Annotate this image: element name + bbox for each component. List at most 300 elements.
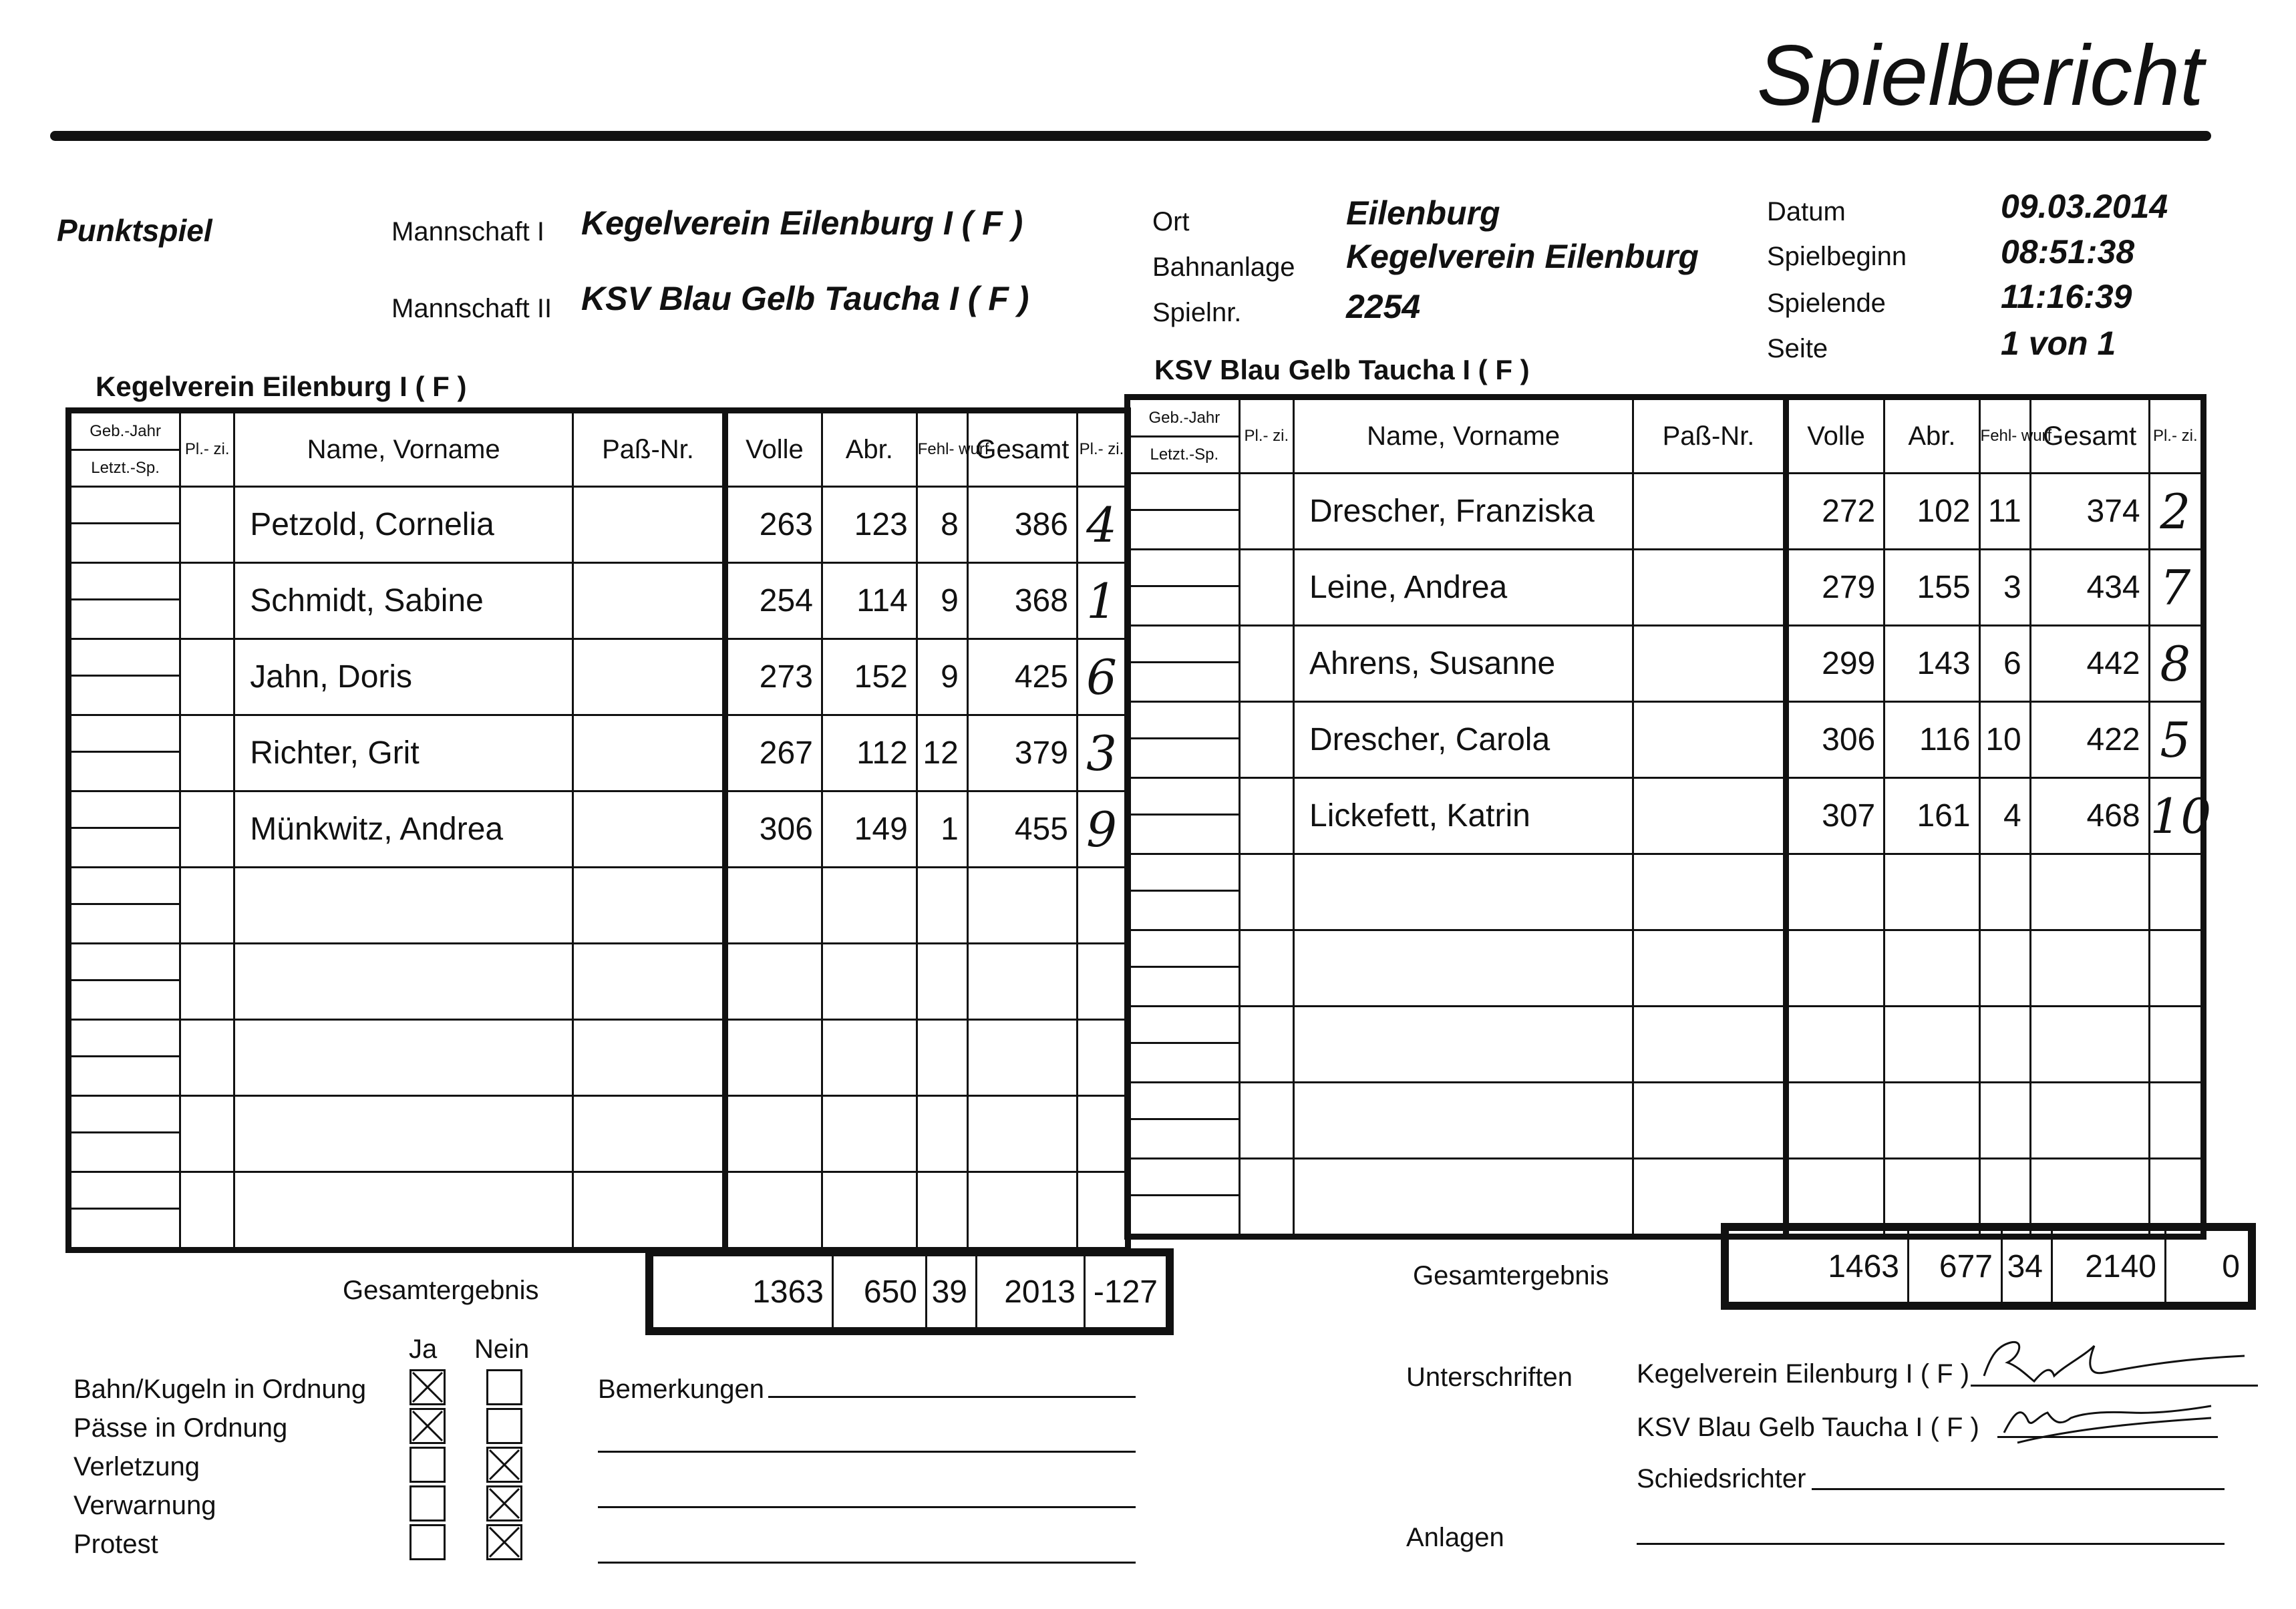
volle-cell [725, 1172, 822, 1250]
geb-jahr-slot[interactable] [1130, 1083, 1239, 1120]
platz-header: Pl.- zi. [1077, 411, 1128, 487]
geb-jahr-cell[interactable] [69, 487, 180, 563]
fehlwurf-cell: 10 [1979, 702, 2030, 778]
fehlwurf-cell [1979, 930, 2030, 1007]
gesamt-cell [2030, 1159, 2149, 1237]
volle-cell: 273 [725, 639, 822, 715]
letzt-sp-slot[interactable] [1130, 663, 1239, 698]
bemerkungen-line[interactable] [768, 1396, 1136, 1398]
platz-cell [2149, 1083, 2203, 1159]
fehlwurf-cell: 11 [1979, 474, 2030, 550]
geb-jahr-cell[interactable] [1128, 550, 1240, 626]
plzi-cell[interactable] [1239, 1007, 1293, 1083]
player-name [1294, 1083, 1633, 1159]
empty-row [1128, 854, 2204, 930]
referee-label: Schiedsrichter [1637, 1464, 1806, 1493]
plzi-cell[interactable] [180, 563, 234, 639]
letzt-sp-slot[interactable] [71, 753, 179, 787]
geb-jahr-cell[interactable] [1128, 1007, 1240, 1083]
sig-team1-label: Kegelverein Eilenburg I ( F ) [1637, 1359, 1970, 1389]
volle-cell: 254 [725, 563, 822, 639]
geb-jahr-slot[interactable] [1130, 855, 1239, 892]
empty-row [1128, 1083, 2204, 1159]
geb-jahr-slot[interactable] [71, 1021, 179, 1057]
geb-jahr-slot[interactable] [71, 640, 179, 677]
geb-jahr-cell[interactable] [1128, 626, 1240, 702]
cross-mark-icon [412, 1371, 444, 1403]
letzt-sp-slot[interactable] [1130, 1044, 1239, 1079]
volle-header: Volle [725, 411, 822, 487]
abr-cell [1884, 854, 1979, 930]
letzt-sp-header: Letzt.-Sp. [91, 458, 160, 477]
plzi-cell[interactable] [1239, 930, 1293, 1007]
letzt-sp-slot[interactable] [1130, 1120, 1239, 1155]
player-name [234, 1096, 573, 1172]
geb-jahr-cell[interactable] [69, 791, 180, 868]
geb-jahr-slot[interactable] [71, 1097, 179, 1133]
geb-jahr-slot[interactable] [71, 944, 179, 981]
abr-header: Abr. [1884, 397, 1979, 474]
seite-label: Seite [1767, 334, 1828, 363]
game-type: Punktspiel [57, 213, 212, 248]
team2-table-title: KSV Blau Gelb Taucha I ( F ) [1154, 354, 1530, 385]
checklist-label: Verwarnung [73, 1491, 216, 1520]
geb-jahr-slot[interactable] [1130, 550, 1239, 587]
geb-jahr-cell[interactable] [69, 868, 180, 944]
pass-cell[interactable] [1633, 930, 1786, 1007]
abr-cell [1884, 1007, 1979, 1083]
pass-cell[interactable] [1633, 550, 1786, 626]
checkbox-nein[interactable] [486, 1447, 522, 1483]
letzt-sp-slot[interactable] [1130, 816, 1239, 850]
bemerkungen-line[interactable] [598, 1506, 1136, 1508]
plzi-cell[interactable] [180, 639, 234, 715]
geb-jahr-cell[interactable] [1128, 702, 1240, 778]
pass-cell[interactable] [572, 639, 725, 715]
player-row [1128, 702, 2204, 778]
team1-total-gesamt: 2013 [977, 1256, 1085, 1328]
seite-value: 1 von 1 [2001, 325, 2116, 362]
player-row [1128, 626, 2204, 702]
platz-cell: 2 [2149, 474, 2203, 550]
gesamt-cell: 468 [2030, 778, 2149, 854]
platz-cell [1077, 1020, 1128, 1096]
geb-jahr-slot[interactable] [1130, 931, 1239, 968]
empty-row [69, 868, 1128, 944]
geb-letzt-header [1128, 397, 1240, 474]
letzt-sp-slot[interactable] [71, 829, 179, 864]
geb-jahr-cell[interactable] [1128, 474, 1240, 550]
plzi-header: Pl.- zi. [1239, 397, 1293, 474]
cross-mark-icon [488, 1526, 520, 1558]
plzi-cell[interactable] [1239, 854, 1293, 930]
gesamt-cell [967, 1020, 1077, 1096]
fehlwurf-cell: 6 [1979, 626, 2030, 702]
geb-jahr-cell[interactable] [69, 1020, 180, 1096]
player-name [1294, 1007, 1633, 1083]
volle-cell: 263 [725, 487, 822, 563]
empty-row [1128, 930, 2204, 1007]
letzt-sp-slot[interactable] [71, 981, 179, 1016]
letzt-sp-slot[interactable] [71, 524, 179, 559]
table-header [69, 411, 1128, 487]
empty-row [1128, 1159, 2204, 1237]
volle-cell [725, 944, 822, 1020]
team2-total-volle: 1463 [1728, 1230, 1909, 1303]
player-name: Schmidt, Sabine [234, 563, 573, 639]
plzi-cell[interactable] [180, 944, 234, 1020]
geb-jahr-header: Geb.-Jahr [71, 414, 179, 451]
letzt-sp-slot[interactable] [1130, 968, 1239, 1003]
volle-cell: 306 [725, 791, 822, 868]
page-title: Spielbericht [1757, 28, 2204, 124]
pass-header: Paß-Nr. [1633, 397, 1786, 474]
abr-cell [822, 1096, 917, 1172]
player-name: Petzold, Cornelia [234, 487, 573, 563]
plzi-cell[interactable] [1239, 778, 1293, 854]
volle-header: Volle [1786, 397, 1884, 474]
checklist-label: Verletzung [73, 1452, 200, 1481]
abr-cell [822, 1020, 917, 1096]
platz-cell: 4 [1077, 487, 1128, 563]
geb-jahr-cell[interactable] [1128, 1083, 1240, 1159]
checkbox-ja[interactable] [409, 1408, 446, 1444]
pass-cell[interactable] [1633, 1083, 1786, 1159]
letzt-sp-slot[interactable] [1130, 1196, 1239, 1231]
bemerkungen-line[interactable] [598, 1451, 1136, 1453]
fehlwurf-cell [1979, 854, 2030, 930]
player-row [69, 639, 1128, 715]
volle-cell: 267 [725, 715, 822, 791]
geb-jahr-cell[interactable] [1128, 778, 1240, 854]
letzt-sp-slot[interactable] [1130, 511, 1239, 546]
plzi-cell[interactable] [180, 487, 234, 563]
geb-jahr-slot[interactable] [71, 1173, 179, 1210]
checkbox-ja[interactable] [409, 1369, 446, 1405]
geb-jahr-cell[interactable] [69, 563, 180, 639]
player-row [69, 563, 1128, 639]
player-name [234, 1172, 573, 1250]
team2-total [1727, 1229, 2250, 1304]
platz-cell [1077, 944, 1128, 1020]
platz-cell: 5 [2149, 702, 2203, 778]
letzt-sp-slot[interactable] [1130, 587, 1239, 622]
empty-row [69, 944, 1128, 1020]
pass-cell[interactable] [572, 868, 725, 944]
player-name: Drescher, Carola [1294, 702, 1633, 778]
pass-cell[interactable] [1633, 1159, 1786, 1237]
team2-value: KSV Blau Gelb Taucha I ( F ) [581, 280, 1029, 317]
fehlwurf-cell [917, 1020, 967, 1096]
player-name [234, 944, 573, 1020]
team1-total-diff: -127 [1085, 1256, 1167, 1328]
abr-cell: 102 [1884, 474, 1979, 550]
checklist-label: Pässe in Ordnung [73, 1413, 288, 1443]
plzi-cell[interactable] [1239, 1083, 1293, 1159]
player-name: Ahrens, Susanne [1294, 626, 1633, 702]
fehlwurf-cell: 1 [917, 791, 967, 868]
player-name [1294, 930, 1633, 1007]
geb-jahr-slot[interactable] [71, 564, 179, 600]
letzt-sp-header: Letzt.-Sp. [1150, 445, 1219, 464]
name-header: Name, Vorname [1294, 397, 1633, 474]
team2-total-fehl: 34 [2002, 1230, 2052, 1303]
letzt-sp-slot[interactable] [71, 1133, 179, 1168]
pass-cell[interactable] [572, 791, 725, 868]
bemerkungen-line[interactable] [598, 1562, 1136, 1564]
name-header: Name, Vorname [234, 411, 573, 487]
empty-row [69, 1172, 1128, 1250]
player-row [69, 791, 1128, 868]
spielnr-value: 2254 [1346, 288, 1421, 325]
team2-total-diff: 0 [2166, 1230, 2249, 1303]
volle-cell [1786, 1007, 1884, 1083]
player-name [1294, 854, 1633, 930]
volle-cell: 306 [1786, 702, 1884, 778]
title-rule [50, 131, 2211, 141]
checkbox-ja[interactable] [409, 1485, 446, 1522]
platz-cell [2149, 854, 2203, 930]
volle-cell [725, 868, 822, 944]
anlagen-line[interactable] [1637, 1543, 2225, 1545]
gesamt-cell [2030, 1007, 2149, 1083]
plzi-cell[interactable] [180, 868, 234, 944]
geb-jahr-cell[interactable] [1128, 1159, 1240, 1237]
abr-cell [1884, 1159, 1979, 1237]
sig-team2-label: KSV Blau Gelb Taucha I ( F ) [1637, 1413, 1979, 1442]
abr-cell: 155 [1884, 550, 1979, 626]
geb-jahr-slot[interactable] [1130, 1007, 1239, 1044]
player-name [1294, 1159, 1633, 1237]
bahnanlage-label: Bahnanlage [1152, 252, 1295, 282]
checkbox-ja[interactable] [409, 1524, 446, 1560]
gesamt-cell [2030, 1083, 2149, 1159]
geb-jahr-cell[interactable] [69, 1096, 180, 1172]
checkbox-nein[interactable] [486, 1408, 522, 1444]
volle-cell [1786, 854, 1884, 930]
geb-jahr-slot[interactable] [71, 716, 179, 753]
platz-cell [1077, 1096, 1128, 1172]
fehlwurf-cell [917, 1172, 967, 1250]
cross-mark-icon [488, 1449, 520, 1481]
abr-cell: 112 [822, 715, 917, 791]
platz-cell: 10 [2149, 778, 2203, 854]
letzt-sp-slot[interactable] [71, 600, 179, 635]
geb-jahr-cell[interactable] [69, 715, 180, 791]
platz-header: Pl.- zi. [2149, 397, 2203, 474]
volle-cell [1786, 930, 1884, 1007]
gesamt-cell [967, 944, 1077, 1020]
pass-cell[interactable] [572, 487, 725, 563]
abr-cell: 123 [822, 487, 917, 563]
letzt-sp-slot[interactable] [71, 677, 179, 711]
bahnanlage-value: Kegelverein Eilenburg [1346, 238, 1699, 275]
pass-cell[interactable] [1633, 1007, 1786, 1083]
pass-cell[interactable] [572, 1096, 725, 1172]
geb-jahr-slot[interactable] [71, 792, 179, 829]
spielbeginn-value: 08:51:38 [2001, 233, 2135, 271]
fehlwurf-cell: 3 [1979, 550, 2030, 626]
team1-total-fehl: 39 [927, 1256, 977, 1328]
gesamt-cell: 386 [967, 487, 1077, 563]
unterschriften-label: Unterschriften [1406, 1363, 1573, 1392]
cross-mark-icon [412, 1410, 444, 1442]
plzi-cell[interactable] [180, 1096, 234, 1172]
player-name: Drescher, Franziska [1294, 474, 1633, 550]
gesamt-cell [2030, 854, 2149, 930]
gesamt-cell [2030, 930, 2149, 1007]
geb-jahr-cell[interactable] [1128, 854, 1240, 930]
gesamt-cell: 422 [2030, 702, 2149, 778]
geb-jahr-cell[interactable] [69, 639, 180, 715]
fehlwurf-header: Fehl- wurf [917, 411, 967, 487]
datum-label: Datum [1767, 197, 1846, 226]
letzt-sp-slot[interactable] [1130, 892, 1239, 926]
pass-header: Paß-Nr. [572, 411, 725, 487]
pass-cell[interactable] [1633, 778, 1786, 854]
plzi-cell[interactable] [180, 1172, 234, 1250]
pass-cell[interactable] [1633, 474, 1786, 550]
gesamt-cell [967, 1172, 1077, 1250]
checkbox-nein[interactable] [486, 1485, 522, 1522]
player-name: Münkwitz, Andrea [234, 791, 573, 868]
geb-jahr-slot[interactable] [1130, 703, 1239, 739]
gesamt-cell: 442 [2030, 626, 2149, 702]
abr-header: Abr. [822, 411, 917, 487]
pass-cell[interactable] [1633, 702, 1786, 778]
nein-header: Nein [474, 1334, 530, 1364]
empty-row [1128, 1007, 2204, 1083]
player-name: Leine, Andrea [1294, 550, 1633, 626]
plzi-cell[interactable] [1239, 702, 1293, 778]
platz-cell: 3 [1077, 715, 1128, 791]
letzt-sp-slot[interactable] [71, 1057, 179, 1092]
plzi-cell[interactable] [180, 1020, 234, 1096]
pass-cell[interactable] [1633, 626, 1786, 702]
fehlwurf-cell: 9 [917, 639, 967, 715]
geb-jahr-slot[interactable] [71, 488, 179, 524]
gesamt-header: Gesamt [2030, 397, 2149, 474]
checkbox-nein[interactable] [486, 1524, 522, 1560]
plzi-cell[interactable] [1239, 550, 1293, 626]
letzt-sp-slot[interactable] [1130, 739, 1239, 774]
pass-cell[interactable] [572, 563, 725, 639]
team1-table-title: Kegelverein Eilenburg I ( F ) [96, 371, 467, 402]
platz-cell: 6 [1077, 639, 1128, 715]
ort-label: Ort [1152, 207, 1190, 236]
ja-header: Ja [409, 1334, 438, 1364]
pass-cell[interactable] [572, 944, 725, 1020]
platz-cell: 8 [2149, 626, 2203, 702]
signature-team2 [1991, 1393, 2225, 1453]
player-name [234, 1020, 573, 1096]
team1-total-volle: 1363 [653, 1256, 833, 1328]
geb-jahr-slot[interactable] [1130, 474, 1239, 511]
pass-cell[interactable] [1633, 854, 1786, 930]
anlagen-label: Anlagen [1406, 1523, 1504, 1552]
abr-cell [1884, 1083, 1979, 1159]
referee-line[interactable] [1812, 1488, 2225, 1490]
platz-cell: 1 [1077, 563, 1128, 639]
volle-cell: 272 [1786, 474, 1884, 550]
abr-cell: 152 [822, 639, 917, 715]
fehlwurf-cell [1979, 1083, 2030, 1159]
fehlwurf-cell: 4 [1979, 778, 2030, 854]
abr-cell: 161 [1884, 778, 1979, 854]
abr-cell [822, 1172, 917, 1250]
checkbox-ja[interactable] [409, 1447, 446, 1483]
spielbeginn-label: Spielbeginn [1767, 242, 1907, 271]
geb-jahr-slot[interactable] [1130, 1159, 1239, 1196]
volle-cell [725, 1020, 822, 1096]
gesamt-cell: 434 [2030, 550, 2149, 626]
letzt-sp-slot[interactable] [71, 1210, 179, 1244]
pass-cell[interactable] [572, 1172, 725, 1250]
geb-jahr-slot[interactable] [71, 868, 179, 905]
player-name [234, 868, 573, 944]
volle-cell: 307 [1786, 778, 1884, 854]
geb-letzt-header [69, 411, 180, 487]
volle-cell [1786, 1083, 1884, 1159]
plzi-cell[interactable] [180, 791, 234, 868]
abr-cell: 114 [822, 563, 917, 639]
bemerkungen-label: Bemerkungen [598, 1375, 765, 1404]
team1-label: Mannschaft I [391, 217, 545, 246]
platz-cell: 7 [2149, 550, 2203, 626]
geb-jahr-slot[interactable] [1130, 779, 1239, 816]
geb-jahr-cell[interactable] [69, 944, 180, 1020]
fehlwurf-cell [917, 944, 967, 1020]
gesamt-cell: 425 [967, 639, 1077, 715]
ort-value: Eilenburg [1346, 194, 1500, 232]
team1-total [651, 1254, 1168, 1329]
abr-cell: 116 [1884, 702, 1979, 778]
abr-cell [822, 944, 917, 1020]
geb-jahr-cell[interactable] [69, 1172, 180, 1250]
plzi-cell[interactable] [180, 715, 234, 791]
spielende-value: 11:16:39 [2001, 278, 2132, 315]
checklist-label: Protest [73, 1530, 158, 1559]
letzt-sp-slot[interactable] [71, 905, 179, 940]
volle-cell [1786, 1159, 1884, 1237]
geb-jahr-slot[interactable] [1130, 627, 1239, 663]
team1-total-label: Gesamtergebnis [343, 1276, 539, 1305]
gesamt-cell: 368 [967, 563, 1077, 639]
geb-jahr-cell[interactable] [1128, 930, 1240, 1007]
pass-cell[interactable] [572, 715, 725, 791]
plzi-cell[interactable] [1239, 1159, 1293, 1237]
fehlwurf-cell: 8 [917, 487, 967, 563]
platz-cell [2149, 1007, 2203, 1083]
plzi-cell[interactable] [1239, 626, 1293, 702]
signature-team1 [1971, 1329, 2258, 1393]
checkbox-nein[interactable] [486, 1369, 522, 1405]
empty-row [69, 1096, 1128, 1172]
volle-cell [725, 1096, 822, 1172]
player-name: Lickefett, Katrin [1294, 778, 1633, 854]
pass-cell[interactable] [572, 1020, 725, 1096]
fehlwurf-header: Fehl- wurf [1979, 397, 2030, 474]
team1-table [65, 407, 1131, 1253]
abr-cell [822, 868, 917, 944]
player-row [1128, 550, 2204, 626]
team2-total-abr: 677 [1909, 1230, 2002, 1303]
platz-cell [2149, 1159, 2203, 1237]
plzi-cell[interactable] [1239, 474, 1293, 550]
gesamt-cell: 455 [967, 791, 1077, 868]
team2-total-gesamt: 2140 [2052, 1230, 2166, 1303]
gesamt-cell [967, 868, 1077, 944]
